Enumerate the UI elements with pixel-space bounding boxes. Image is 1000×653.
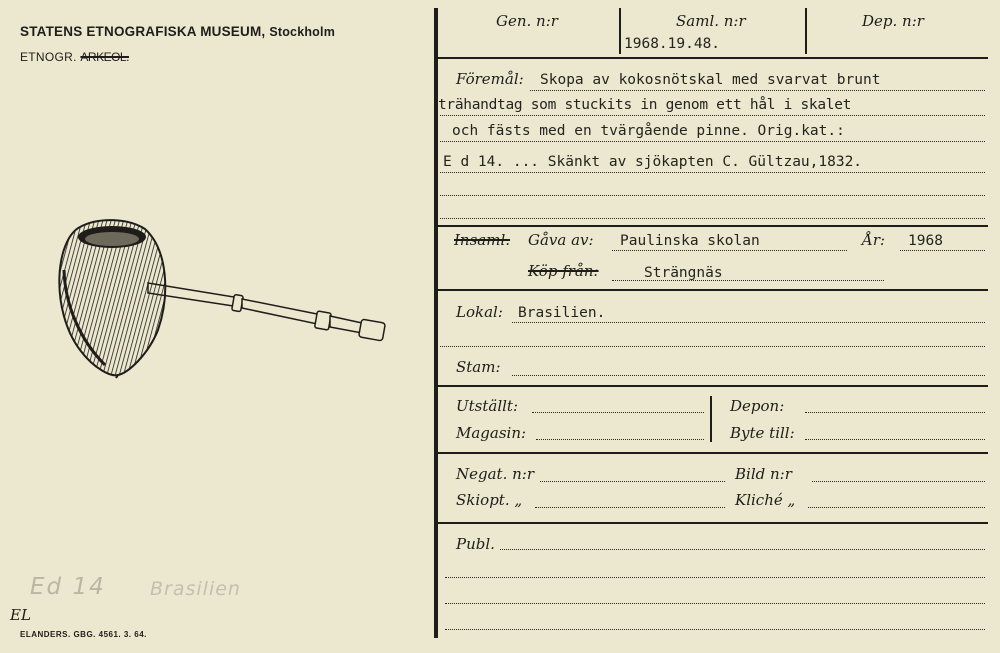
year-value: 1968 (908, 233, 943, 249)
object-label: Föremål: (456, 70, 524, 88)
number-divider-1 (619, 8, 621, 54)
dotted-line (512, 322, 985, 323)
department-line: ETNOGR. ARKEOL. (20, 50, 129, 64)
storage-label: Magasin: (456, 424, 527, 442)
exchange-label: Byte till: (730, 424, 795, 442)
gen-number-label: Gen. n:r (496, 12, 558, 30)
rule (438, 522, 988, 524)
dotted-line (536, 439, 704, 440)
museum-city: Stockholm (269, 25, 336, 39)
handle (148, 283, 385, 341)
museum-name: STATENS ETNOGRAFISKA MUSEUM, Stockholm (20, 24, 336, 39)
locality-label: Lokal: (456, 303, 503, 321)
pencil-note-place: Brasilien (150, 578, 241, 600)
dotted-line (540, 481, 725, 482)
rule (438, 289, 988, 291)
image-number-label: Bild n:r (735, 465, 792, 483)
cataloguer-initials: EL (10, 606, 31, 624)
dotted-line (500, 549, 985, 550)
rule (438, 225, 988, 227)
dotted-line (530, 90, 985, 91)
pencil-note-code: Ed 14 (30, 574, 106, 600)
storage-divider (710, 396, 712, 442)
rule (438, 452, 988, 454)
dotted-line (445, 577, 985, 578)
rule (438, 385, 988, 387)
dotted-line (535, 507, 725, 508)
coconut-bowl (59, 220, 165, 378)
dotted-line (440, 141, 985, 142)
dotted-line (812, 481, 985, 482)
printer-imprint: ELANDERS. GBG. 4561. 3. 64. (20, 630, 147, 639)
dotted-line (512, 375, 985, 376)
publication-label: Publ. (456, 535, 495, 553)
dotted-line (440, 115, 985, 116)
dep-number-label: Dep. n:r (862, 12, 924, 30)
object-line-3: och fästs med en tvärgående pinne. Orig.kat.: (452, 123, 845, 139)
dotted-line (900, 250, 985, 251)
exhibited-label: Utställt: (456, 397, 519, 415)
dotted-line (440, 195, 985, 196)
department-struck: ARKEOL. (80, 50, 129, 64)
ladle-illustration (50, 215, 395, 385)
gift-label: Gåva av: (528, 231, 594, 249)
dotted-line (445, 629, 985, 630)
dotted-line (532, 412, 704, 413)
purchase-value: Strängnäs (644, 265, 723, 281)
dotted-line (808, 507, 985, 508)
object-line-4: E d 14. ... Skänkt av sjökapten C. Gültzau,1832. (443, 154, 863, 170)
saml-number-value: 1968.19.48. (624, 36, 721, 52)
gift-value: Paulinska skolan (620, 233, 760, 249)
saml-number-label: Saml. n:r (676, 12, 746, 30)
dotted-line (440, 172, 985, 173)
dotted-line (440, 346, 985, 347)
object-line-2: trähandtag som stuckits in genom ett hål i skalet (438, 97, 852, 113)
collected-label-struck: Insaml. (454, 231, 511, 249)
number-divider-2 (805, 8, 807, 54)
dotted-line (805, 439, 985, 440)
cliche-label: Kliché „ (735, 491, 796, 509)
locality-value: Brasilien. (518, 305, 606, 321)
object-line-1: Skopa av kokosnötskal med svarvat brunt (540, 72, 881, 88)
dotted-line (612, 280, 884, 281)
purchase-label-struck: Köp från: (528, 262, 599, 280)
year-label: År: (862, 231, 886, 249)
dotted-line (445, 603, 985, 604)
deposit-label: Depon: (730, 397, 785, 415)
tribe-label: Stam: (456, 358, 501, 376)
dotted-line (612, 250, 847, 251)
negative-number-label: Negat. n:r (456, 465, 534, 483)
rule (438, 57, 988, 59)
slide-label: Skiopt. „ (456, 491, 523, 509)
dotted-line (440, 218, 985, 219)
dotted-line (805, 412, 985, 413)
